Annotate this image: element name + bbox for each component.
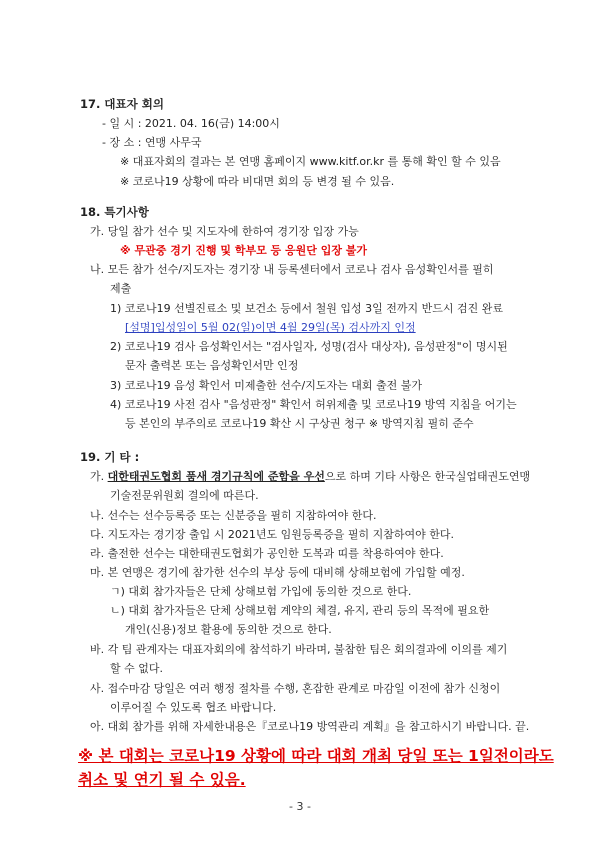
section-19-title: 19. 기 타 : <box>80 450 140 464</box>
cancellation-notice-line-2: 취소 및 연기 될 수 있음. <box>78 771 246 789</box>
section-19-ga-prefix: 가. <box>90 470 108 483</box>
section-19-ra: 라. 출전한 선수는 대한태권도협회가 공인한 도복과 띠를 착용하여야 한다. <box>90 547 444 560</box>
section-18-ga: 가. 당일 참가 선수 및 지도자에 한하여 경기장 입장 가능 <box>90 225 359 238</box>
section-18-item-2a: 2) 코로나19 검사 음성확인서는 "검사일자, 성명(검사 대상자), 음성판정"이 명시된 <box>110 340 508 353</box>
section-18-title: 18. 특기사항 <box>80 205 149 219</box>
cancellation-notice-line-1: ※ 본 대회는 코로나19 상황에 따라 대회 개최 당일 또는 1일전이라도 <box>78 747 554 765</box>
section-19-na: 나. 선수는 선수등록증 또는 신분증을 필히 지참하여야 한다. <box>90 509 377 522</box>
section-18-ga-red-notice: ※ 무관중 경기 진행 및 학부모 등 응원단 입장 불가 <box>120 244 368 257</box>
section-18-item-3: 3) 코로나19 음성 확인서 미제출한 선수/지도자는 대회 출전 불가 <box>110 379 422 392</box>
meeting-date-value: 2021. 04. 16(금) 14:00시 <box>144 117 280 130</box>
section-18-item-4b: 등 본인의 부주의로 코로나19 확산 시 구상권 청구 ※ 방역지침 필히 준수 <box>125 417 474 430</box>
section-18-item-4a: 4) 코로나19 사전 검사 "음성판정" 확인서 허위제출 및 코로나19 방역 지침을 어기는 <box>110 398 517 411</box>
meeting-date-label: - 일 시 : <box>102 117 142 130</box>
section-19-ma-nieun-1: ㄴ) 대회 참가자들은 단체 상해보험 계약의 체결, 유지, 관리 등의 목적에 필요한 <box>110 604 490 617</box>
meeting-date-row <box>102 117 280 131</box>
section-19-ba-line-1: 바. 각 팀 관계자는 대표자회의에 참석하기 바라며, 불참한 팀은 회의결과에 이의를 제기 <box>90 643 508 656</box>
section-19-ba-line-2: 할 수 없다. <box>110 662 163 675</box>
section-18-na-line-1: 나. 모든 참가 선수/지도자는 경기장 내 등록센터에서 코로나 검사 음성확인서를 필히 <box>90 263 494 276</box>
section-19-ma-nieun-2: 개인(신용)정보 활용에 동의한 것으로 한다. <box>125 623 332 636</box>
meeting-place-label: - 장 소 : <box>102 136 142 149</box>
meeting-place-row <box>102 136 202 150</box>
section-19-ma-giyeok: ㄱ) 대회 참가자들은 단체 상해보험 가입에 동의한 것으로 한다. <box>110 585 412 598</box>
meeting-place-value: 연맹 사무국 <box>144 136 202 149</box>
section-19-sa-line-2: 이루어질 수 있도록 협조 바랍니다. <box>110 701 277 714</box>
section-19-da: 다. 지도자는 경기장 출입 시 2021년도 임원등록증을 필히 지참하여야 한다. <box>90 528 454 541</box>
section-19-ga <box>90 470 530 484</box>
section-19-ga-suffix: 으로 하며 기타 사항은 한국실업태권도연맹 <box>324 470 531 483</box>
section-18-item-1a: 1) 코로나19 선별진료소 및 보건소 등에서 철원 입성 3일 전까지 반드시 검진 완료 <box>110 302 504 315</box>
section-19-ga-emphasis: 대한태권도협회 품새 경기규칙에 준함을 우선 <box>107 470 325 483</box>
section-17-note-2: ※ 코로나19 상황에 따라 비대면 회의 등 변경 될 수 있음. <box>120 175 395 188</box>
section-18-item-1b: [설명]입성일이 5월 02(일)이면 4월 29일(목) 검사까지 인정 <box>125 321 416 334</box>
section-17-note-1: ※ 대표자회의 결과는 본 연맹 홈페이지 www.kitf.or.kr 를 통해 확인 할 수 있음 <box>120 155 501 168</box>
section-19-a: 아. 대회 참가를 위해 자세한내용은『코로나19 방역관리 계획』을 참고하시기 바랍니다. 끝. <box>90 720 530 733</box>
section-17-title: 17. 대표자 회의 <box>80 97 164 111</box>
section-19-ga-line-2: 기술전문위원회 결의에 따른다. <box>110 489 259 502</box>
section-18-na-line-2: 제출 <box>110 282 132 295</box>
page-number: - 3 - <box>289 800 311 813</box>
section-19-ma: 마. 본 연맹은 경기에 참가한 선수의 부상 등에 대비해 상해보험에 가입할 예정. <box>90 566 465 579</box>
section-19-sa-line-1: 사. 접수마감 당일은 여러 행정 절차를 수행, 혼잡한 관계로 마감일 이전에 참가 신청이 <box>90 682 501 695</box>
section-18-item-2b: 문자 출력본 또는 음성확인서만 인정 <box>125 359 299 372</box>
